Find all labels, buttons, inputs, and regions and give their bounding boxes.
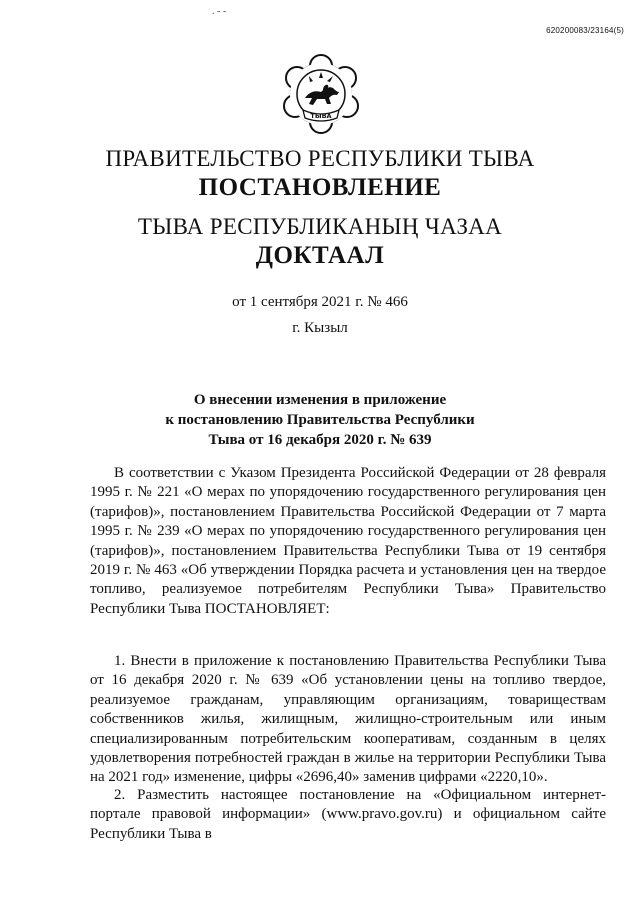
svg-text:ТЫВА: ТЫВА — [310, 112, 332, 120]
government-title-tyv: ТЫВА РЕСПУБЛИКАНЫҢ ЧАЗАА — [137, 214, 503, 239]
body-paragraph-item-1: 1. Внести в приложение к постановлению Правительства Республики Тыва от 16 декабря 2020 г. № 639 «Об установлении цены на топливо твердое, реализуемое гражданам, управляющим организациям, товариществам собственников жилья, жилищным, жилищно-строительным или иным специализированным потребительским кооперативам, созданным в целях удовлетворения потребностей граждан в жилье на территории Республики Тыва на 2021 год» изменение, цифры «2696,40» заменив цифрами «2220,10». — [90, 653, 606, 786]
document-subject — [0, 390, 640, 450]
body-paragraph-preamble: В соответствии с Указом Президента Российской Федерации от 28 февраля 1995 г. № 221 «О мерах по упорядочению государственного регулирования цен (тарифов)», постановлением Правительства Российской Федерации от 7 марта 1995 г. № 239 «О мерах по упорядочению государственного регулирования цен (тарифов)», постановлением Правительства Республики Тыва от 19 сентября 2019 г. № 463 «Об утверждении Порядка расчета и установления цен на твердое топливо, реализуемое потребителям Республики Тыва» Правительство Республики Тыва ПОСТАНОВЛЯЕТ: — [90, 465, 606, 617]
document-type-tyv: ДОКТААЛ — [255, 242, 385, 269]
government-title-ru: ПРАВИТЕЛЬСТВО РЕСПУБЛИКИ ТЫВА — [105, 146, 535, 171]
body-paragraph-item-2: 2. Разместить настоящее постановление на «Официальном интернет-портале правовой информации» (www.pravo.gov.ru) и официальном сайте Республики Тыва в — [90, 787, 606, 842]
emblem-of-tuva-icon — [279, 52, 363, 136]
document-type-ru: ПОСТАНОВЛЕНИЕ — [198, 174, 442, 201]
subject-line: к постановлению Правительства Республики — [165, 412, 475, 428]
document-id: 620200083/23164(5) — [546, 26, 624, 35]
subject-line: О внесении изменения в приложение — [193, 392, 447, 408]
scan-mark: . - - — [212, 6, 227, 17]
subject-line: Тыва от 16 декабря 2020 г. № 639 — [208, 432, 432, 448]
document-date-number: от 1 сентября 2021 г. № 466 — [232, 294, 408, 310]
document-city: г. Кызыл — [292, 320, 348, 336]
